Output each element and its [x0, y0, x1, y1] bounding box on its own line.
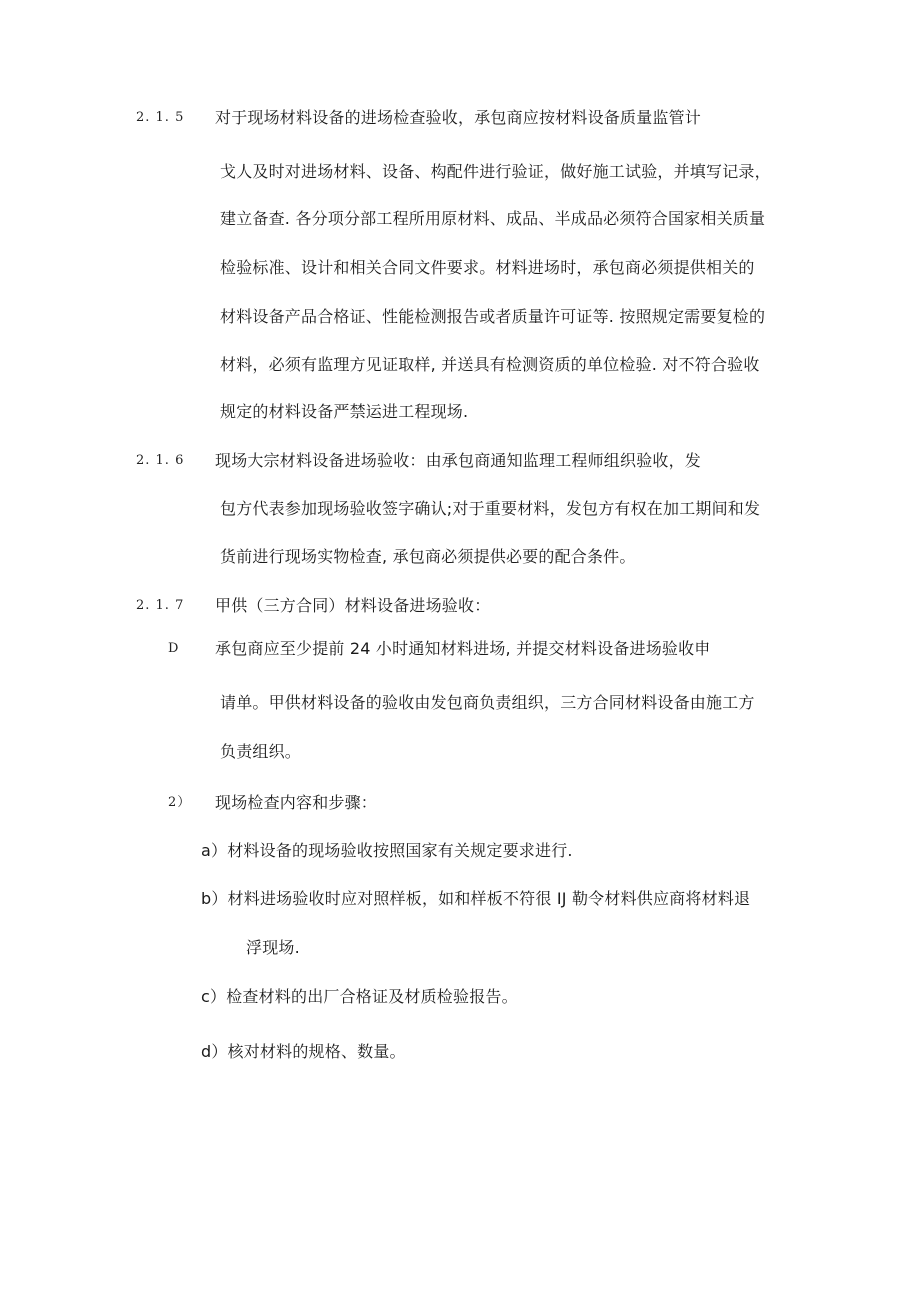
section-2-1-5-line-5: 材料设备产品合格证、性能检测报告或者质量许可证等. 按照规定需要复检的: [220, 307, 766, 326]
section-2-1-5-line-1: 对于现场材料设备的进场检查验收，承包商应按材料设备质量监管计: [215, 108, 702, 127]
section-number-2-1-6: 2. 1. 6: [136, 453, 185, 468]
item-1-line-2: 请单。甲供材料设备的验收由发包商负责组织，三方合同材料设备由施工方: [220, 693, 755, 712]
section-2-1-7-title: 甲供（三方合同）材料设备进场验收：: [215, 596, 491, 615]
sub-item-c: c）检查材料的出厂合格证及材质检验报告。: [201, 987, 518, 1006]
sub-item-b-line-1: b）材料进场验收时应对照样板，如和样板不符很 IJ 勒令材料供应商将材料退: [201, 889, 751, 908]
item-2-marker: 2）: [168, 795, 192, 810]
section-2-1-6-line-3: 货前进行现场实物检查, 承包商必须提供必要的配合条件。: [220, 547, 636, 566]
section-2-1-5-line-7: 规定的材料设备严禁运进工程现场.: [220, 402, 469, 421]
section-2-1-5-line-6: 材料，必须有监理方见证取样, 并送具有检测资质的单位检验. 对不符合验收: [220, 355, 760, 374]
item-1-line-3: 负责组织。: [220, 742, 302, 761]
item-2-title: 现场检查内容和步骤：: [215, 793, 378, 812]
section-2-1-5-line-4: 检验标准、设计和相关合同文件要求。材料进场时，承包商必须提供相关的: [220, 258, 755, 277]
section-2-1-6-line-1: 现场大宗材料设备进场验收：由承包商通知监理工程师组织验收，发: [215, 451, 702, 470]
section-2-1-5-line-3: 建立备查. 各分项分部工程所用原材料、成品、半成品必须符合国家相关质量: [220, 209, 766, 228]
sub-item-b-line-2: 浮现场.: [246, 938, 300, 957]
item-1-marker: D: [168, 641, 180, 656]
section-number-2-1-5: 2. 1. 5: [136, 110, 185, 125]
sub-item-a: a）材料设备的现场验收按照国家有关规定要求进行.: [201, 841, 573, 860]
section-2-1-6-line-2: 包方代表参加现场验收签字确认;对于重要材料，发包方有权在加工期间和发: [220, 499, 761, 518]
section-2-1-5-line-2: 戈人及时对进场材料、设备、构配件进行验证，做好施工试验，并填写记录，: [220, 162, 771, 181]
section-number-2-1-7: 2. 1. 7: [136, 598, 185, 613]
sub-item-d: d）核对材料的规格、数量。: [201, 1042, 406, 1061]
item-1-line-1: 承包商应至少提前 24 小时通知材料进场, 并提交材料设备进场验收申: [215, 639, 711, 658]
